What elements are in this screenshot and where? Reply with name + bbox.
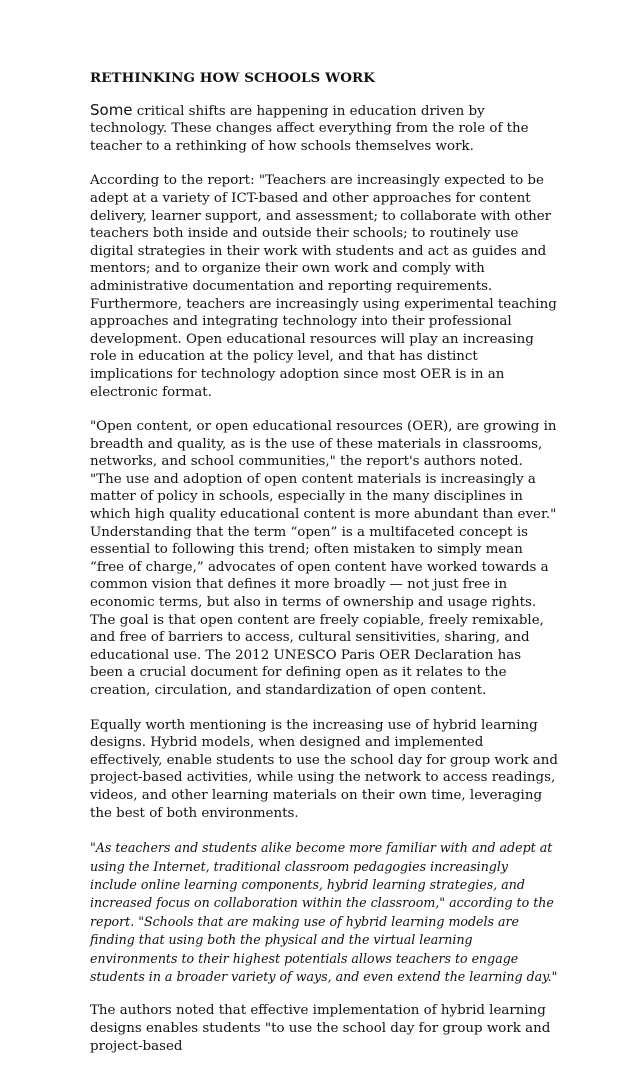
report-quote: "As teachers and students alike become more familiar with and adept at using the Internet, traditional classroom pedagogies increasingly include online learning components, hybrid learning strategies, and increased focus on collaboration within the classroom," according to the report. "Schools that are making use of hybrid learning models are finding that using both the physical and the virtual learning environments to their highest potentials allows teachers to engage students in a broader variety of ways, and even extend the learning day." <box>90 840 558 984</box>
hybrid-learning-paragraph: Equally worth mentioning is the increasing use of hybrid learning designs. Hybrid models, when designed and implemented effectively, enable students to use the school day for group work and project-based activities, while using the network to access readings, videos, and other learning materials on their own time, leveraging the best of both environments. <box>90 717 558 821</box>
report-paragraph: According to the report: "Teachers are increasingly expected to be adept at a variety of ICT-based and other approaches for content delivery, learner support, and assessment; to collaborate with other teachers both inside and outside their schools; to routinely use digital strategies in their work with students and act as guides and mentors; and to organize their own work and comply with administrative documentation and reporting requirements. Furthermore, teachers are increasingly using experimental teaching approaches and integrating technology into their professional development. Open educational resources will play an increasing role in education at the policy level, and that has distinct implications for technology adoption since most OER is in an electronic format. <box>90 173 557 400</box>
intro-paragraph <box>90 102 558 156</box>
document-title: RETHINKING HOW SCHOOLS WORK <box>90 70 375 86</box>
intro-text: critical shifts are happening in education driven by technology. These changes affect everything from the role of the teacher to a rethinking of how schools themselves work. <box>90 103 529 154</box>
closing-paragraph: The authors noted that effective implementation of hybrid learning designs enables students "to use the school day for group work and project-based <box>90 1003 551 1054</box>
document-page <box>90 70 558 1072</box>
intro-lead-word: Some <box>90 100 133 119</box>
open-content-paragraph: "Open content, or open educational resources (OER), are growing in breadth and quality, as is the use of these materials in classrooms, networks, and school communities," the report's authors noted. "The use and adoption of open content materials is increasingly a matter of policy in schools, especially in the many disciplines in which high quality educational content is more abundant than ever." Understanding that the term “open” is a multifaceted concept is essential to following this trend; often mistaken to simply mean “free of charge,” advocates of open content have worked towards a common vision that defines it more broadly — not just free in economic terms, but also in terms of ownership and usage rights. The goal is that open content are freely copiable, freely remixable, and free of barriers to access, cultural sensitivities, sharing, and educational use. The 2012 UNESCO Paris OER Declaration has been a crucial document for defining open as it relates to the creation, circulation, and standardization of open content. <box>90 419 557 698</box>
